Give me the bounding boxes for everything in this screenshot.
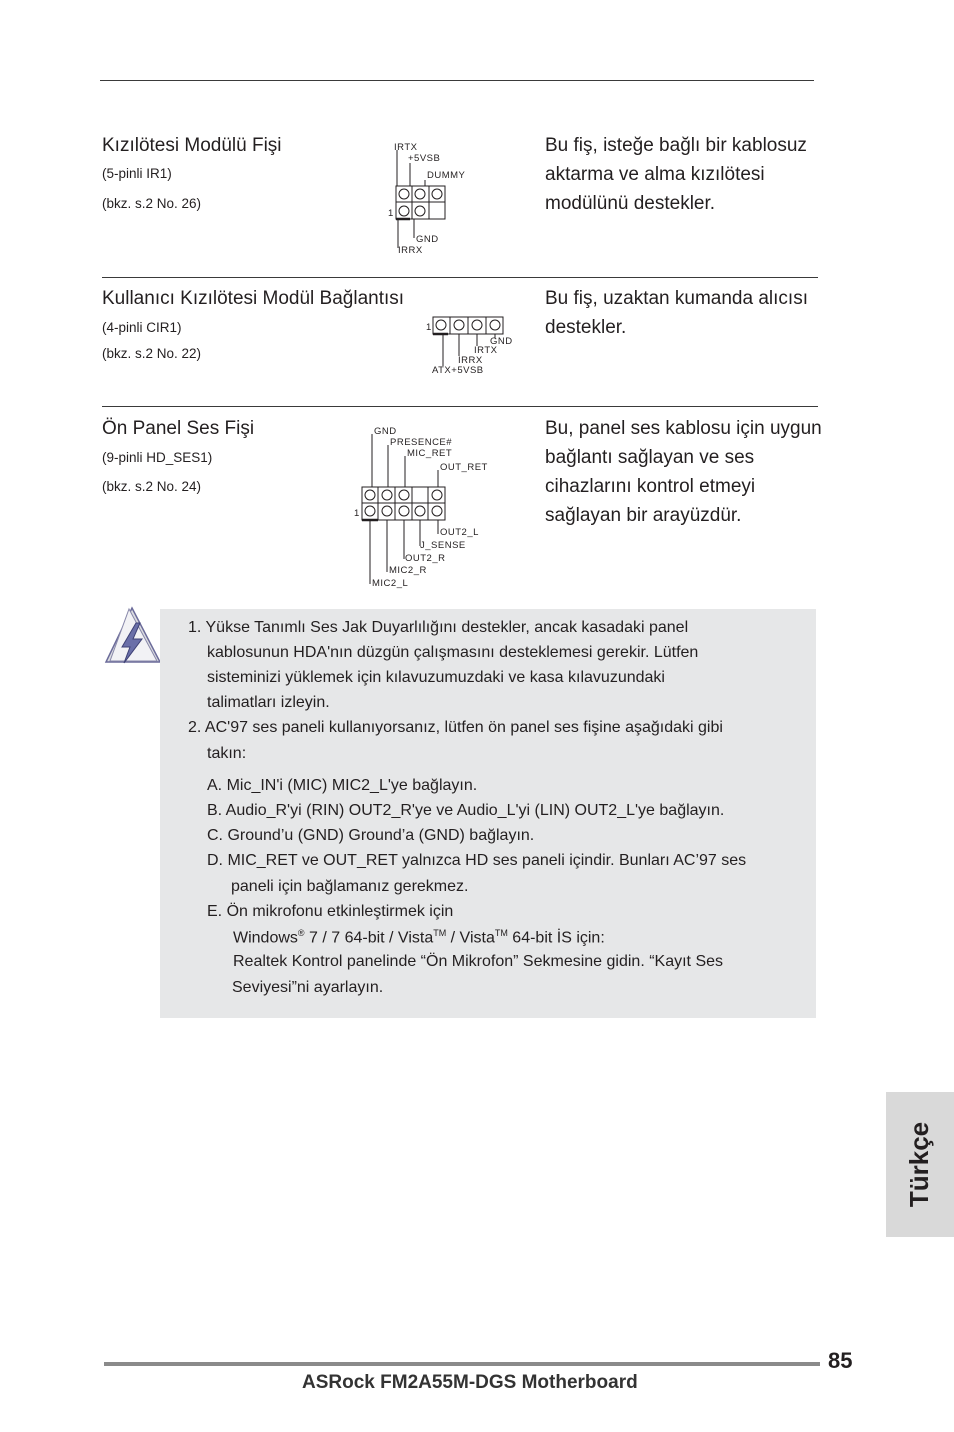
ir1-description: Bu fiş, isteğe bağlı bir kablosuz aktarma ve alma kızılötesi modülünü destekler. bbox=[545, 135, 807, 214]
page-number: 85 bbox=[828, 1348, 853, 1373]
ir1-label-irrx: IRRX bbox=[398, 245, 423, 256]
audio-label-out-ret: OUT_RET bbox=[440, 462, 488, 473]
cir1-label-gnd: GND bbox=[490, 336, 513, 347]
note-item-a: A. Mic_IN'i (MIC) MIC2_L'ye bağlayın. bbox=[207, 777, 478, 794]
note-line-3: sisteminizi yüklemek için kılavuzumuzdaki ve kasa kılavuzundaki bbox=[207, 669, 665, 686]
windows-text: Windows bbox=[233, 929, 298, 947]
audio-label-out2-r: OUT2_R bbox=[405, 553, 446, 564]
ir1-label-irtx: IRTX bbox=[394, 142, 418, 153]
cir1-label-pin1: 1 bbox=[426, 322, 432, 333]
ir1-label-5vsb: +5VSB bbox=[408, 153, 441, 164]
language-tab-label: Türkçe bbox=[904, 1121, 935, 1208]
registered-mark: ® bbox=[297, 928, 305, 938]
top-rule bbox=[100, 80, 814, 81]
trademark-mark-2: TM bbox=[494, 928, 508, 938]
audio-label-pin1: 1 bbox=[354, 508, 360, 519]
audio-label-presence: PRESENCE# bbox=[390, 437, 453, 448]
audio-label-mic2-r: MIC2_R bbox=[389, 565, 427, 576]
cir1-label-atx5vsb: ATX+5VSB bbox=[432, 365, 484, 376]
cir1-label-irtx: IRTX bbox=[474, 345, 498, 356]
audio-label-mic2-l: MIC2_L bbox=[372, 578, 409, 589]
note-line-5: 2. AC'97 ses paneli kullanıyorsanız, lütfen ön panel ses fişine aşağıdaki gibi bbox=[188, 719, 723, 736]
footer-product-name: ASRock FM2A55M-DGS Motherboard bbox=[302, 1372, 638, 1393]
note-item-d: D. MIC_RET ve OUT_RET yalnızca HD ses paneli içindir. Bunları AC’97 ses bbox=[207, 852, 747, 869]
note-item-c: C. Ground’u (GND) Ground’a (GND) bağlayın. bbox=[207, 827, 535, 844]
ir1-label-gnd: GND bbox=[416, 234, 439, 245]
audio-label-gnd: GND bbox=[374, 426, 397, 437]
os-suffix-text: 64-bit İS için: bbox=[507, 929, 605, 947]
trademark-mark: TM bbox=[433, 928, 447, 938]
cir1-description: Bu fiş, uzaktan kumanda alıcısı destekler. bbox=[545, 288, 808, 338]
note-line-4: talimatları izleyin. bbox=[207, 694, 330, 711]
section-divider-2 bbox=[102, 406, 818, 407]
cir1-ref: (bkz. s.2 No. 22) bbox=[102, 346, 202, 361]
note-realtek-line-cont: Seviyesi”ni ayarlayın. bbox=[232, 979, 384, 996]
windows-version-text: 7 / 7 64-bit / Vista bbox=[304, 929, 434, 947]
cir1-pins: (4-pinli CIR1) bbox=[102, 320, 182, 335]
ir1-label-pin1: 1 bbox=[388, 208, 394, 219]
note-line-1: 1. Yükse Tanımlı Ses Jak Duyarlılığını destekler, ancak kasadaki panel bbox=[188, 619, 689, 636]
audio-label-j-sense: J_SENSE bbox=[420, 540, 466, 551]
audio-label-out2-l: OUT2_L bbox=[440, 527, 479, 538]
ir1-ref: (bkz. s.2 No. 26) bbox=[102, 196, 202, 211]
ir1-title: Kızılötesi Modülü Fişi bbox=[102, 135, 282, 156]
note-item-e: E. Ön mikrofonu etkinleştirmek için bbox=[207, 903, 454, 920]
audio-pins: (9-pinli HD_SES1) bbox=[102, 450, 213, 465]
cir1-title: Kullanıcı Kızılötesi Modül Bağlantısı bbox=[102, 288, 405, 309]
ir1-pins: (5-pinli IR1) bbox=[102, 166, 172, 181]
note-line-6: takın: bbox=[207, 745, 247, 762]
note-line-2: kablosunun HDA'nın düzgün çalışmasını desteklemesi gerekir. Lütfen bbox=[207, 644, 699, 661]
note-item-b: B. Audio_R'yi (RIN) OUT2_R'ye ve Audio_L'yi (LIN) OUT2_L'ye bağlayın. bbox=[207, 802, 725, 819]
section-divider-1 bbox=[102, 277, 818, 278]
audio-ref: (bkz. s.2 No. 24) bbox=[102, 479, 202, 494]
warning-icon bbox=[102, 605, 162, 665]
cir1-label-irrx: IRRX bbox=[458, 355, 483, 366]
ir1-label-dummy: DUMMY bbox=[427, 170, 466, 181]
note-windows-line bbox=[233, 928, 605, 947]
note-item-d-cont: paneli için bağlamanız gerekmez. bbox=[231, 878, 469, 895]
audio-title: Ön Panel Ses Fişi bbox=[102, 418, 255, 439]
footer-bar bbox=[104, 1362, 820, 1366]
note-realtek-line: Realtek Kontrol panelinde “Ön Mikrofon” Sekmesine gidin. “Kayıt Ses bbox=[233, 953, 724, 970]
audio-label-mic-ret: MIC_RET bbox=[407, 448, 453, 459]
vista-text: / Vista bbox=[446, 929, 495, 947]
language-tab-label-wrap bbox=[886, 1092, 954, 1237]
audio-description: Bu, panel ses kablosu için uygun bağlantı sağlayan ve ses cihazlarını kontrol etmeyi sağlayan bir arayüzdür. bbox=[545, 418, 822, 526]
